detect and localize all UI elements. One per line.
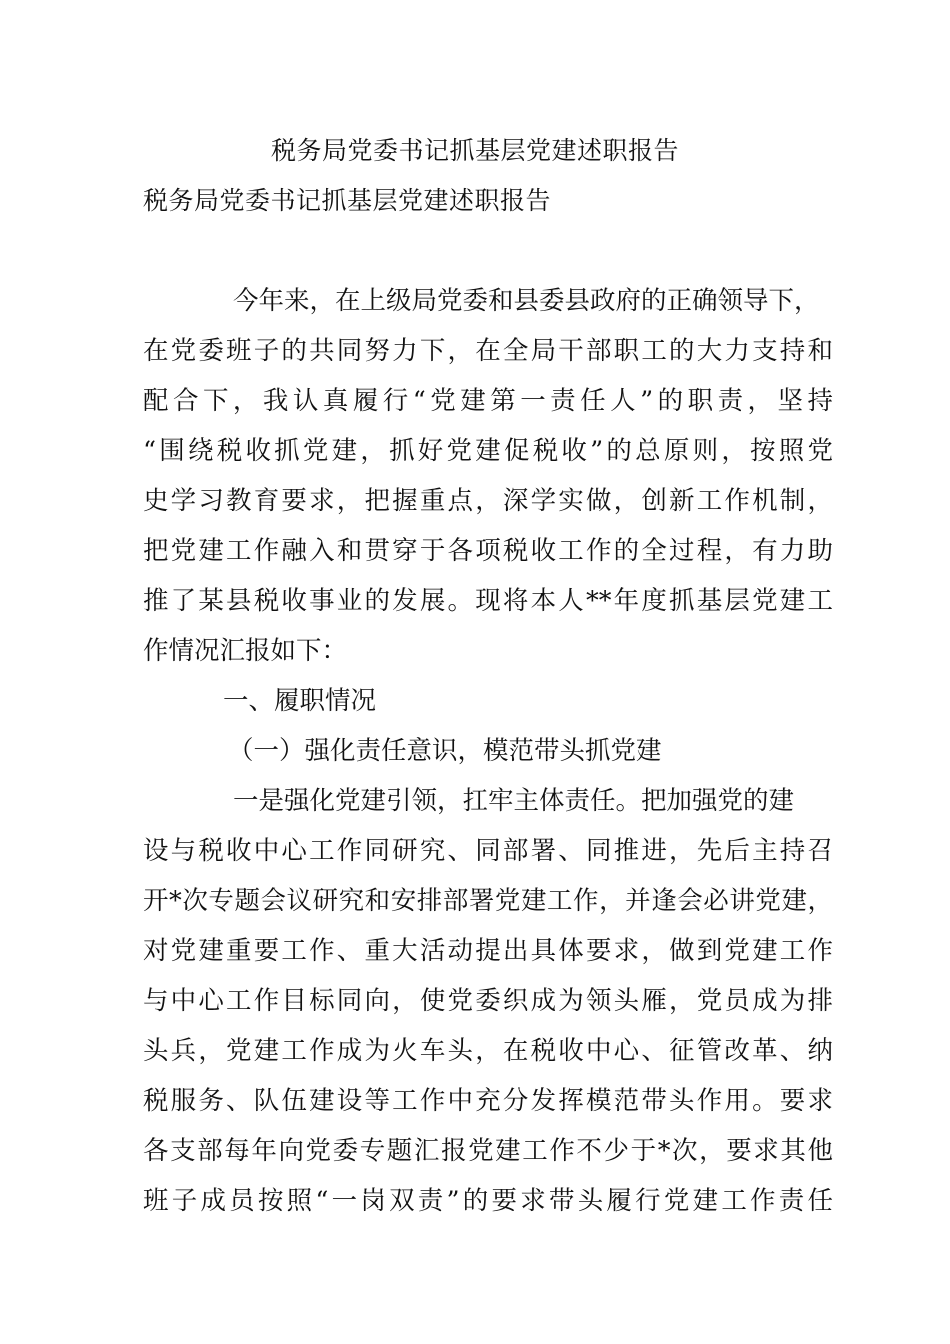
subsection-heading: （一）强化责任意识，模范带头抓党建	[228, 736, 662, 766]
paragraph-line: 开*次专题会议研究和安排部署党建工作，并逢会必讲党建，	[143, 886, 833, 916]
paragraph-line: 设与税收中心工作同研究、同部署、同推进，先后主持召	[143, 836, 833, 866]
paragraph-line: 头兵，党建工作成为火车头，在税收中心、征管改革、纳	[143, 1036, 833, 1066]
paragraph-line: 班子成员按照“一岗双责”的要求带头履行党建工作责任	[143, 1186, 833, 1216]
paragraph-line: 今年来，在上级局党委和县委县政府的正确领导下，	[233, 286, 820, 316]
paragraph-line: 对党建重要工作、重大活动提出具体要求，做到党建工作	[143, 936, 833, 966]
paragraph-line: 作情况汇报如下：	[143, 636, 348, 666]
paragraph-line: “围绕税收抓党建，抓好党建促税收”的总原则，按照党	[143, 436, 833, 466]
paragraph-line: 一是强化党建引领，扛牢主体责任。把加强党的建	[233, 786, 795, 816]
paragraph-line: 各支部每年向党委专题汇报党建工作不少于*次，要求其他	[143, 1136, 833, 1166]
document-title-centered: 税务局党委书记抓基层党建述职报告	[270, 136, 679, 165]
paragraph-line: 推了某县税收事业的发展。现将本人**年度抓基层党建工	[143, 586, 833, 616]
section-heading: 一、履职情况	[223, 686, 377, 716]
paragraph-line: 史学习教育要求，把握重点，深学实做，创新工作机制，	[143, 486, 833, 516]
document-title-left: 税务局党委书记抓基层党建述职报告	[143, 186, 552, 215]
paragraph-line: 与中心工作目标同向，使党委织成为领头雁，党员成为排	[143, 986, 833, 1016]
paragraph-line: 配合下，我认真履行“党建第一责任人”的职责，坚持	[143, 386, 833, 416]
paragraph-line: 税服务、队伍建设等工作中充分发挥模范带头作用。要求	[143, 1086, 833, 1116]
paragraph-line: 在党委班子的共同努力下，在全局干部职工的大力支持和	[143, 336, 833, 366]
paragraph-line: 把党建工作融入和贯穿于各项税收工作的全过程，有力助	[143, 536, 833, 566]
